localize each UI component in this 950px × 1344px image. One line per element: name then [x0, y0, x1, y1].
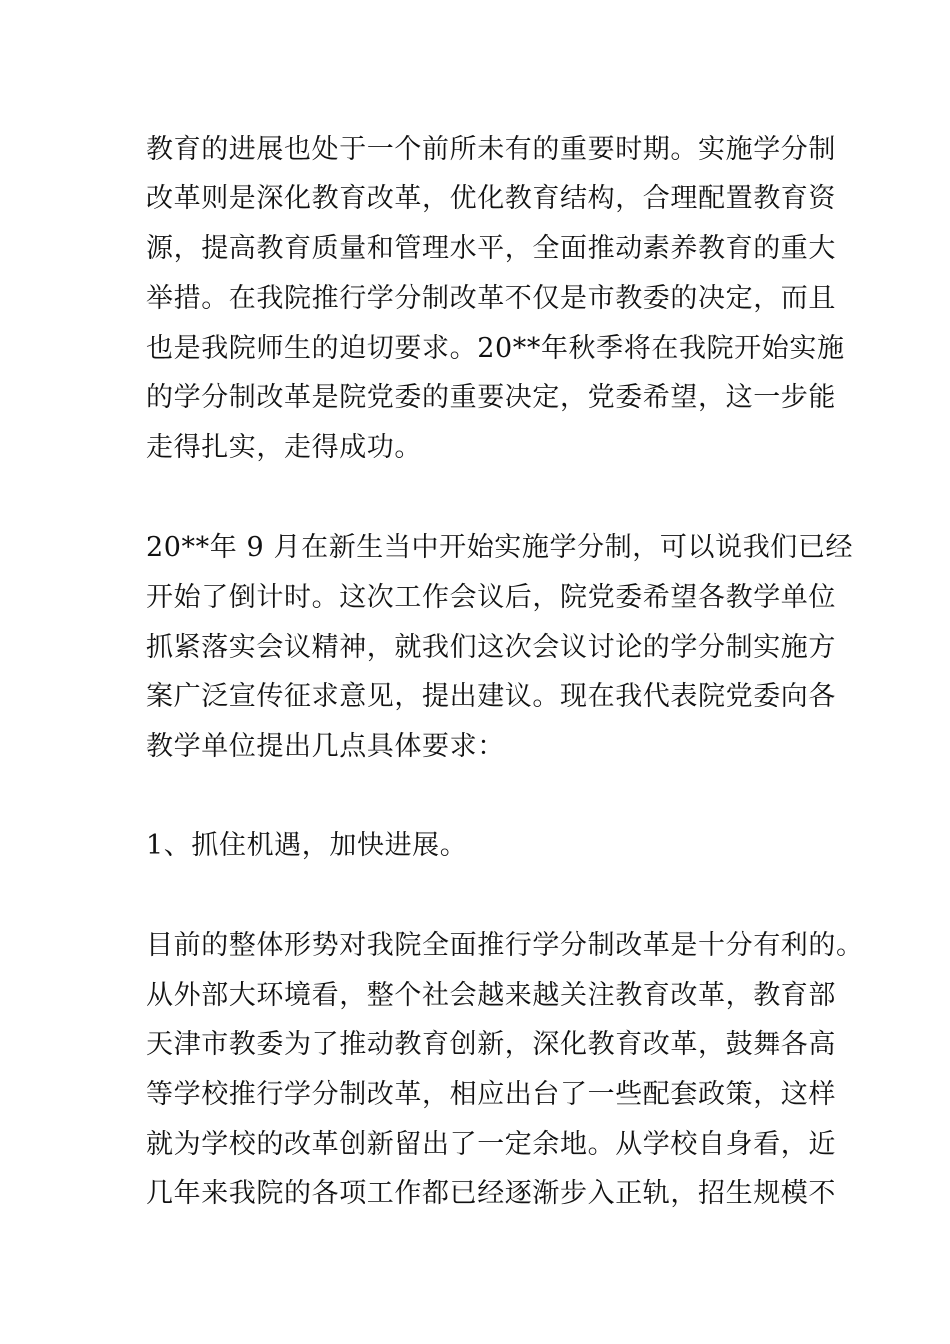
- paragraph-2-line-5: 教学单位提出几点具体要求：: [146, 731, 505, 762]
- paragraph-3-line-1: 1、抓住机遇，加快进展。: [146, 830, 468, 861]
- paragraph-4-line-2: 从外部大环境看，整个社会越来越关注教育改革，教育部: [146, 980, 836, 1011]
- paragraph-1-line-3: 源，提高教育质量和管理水平，全面推动素养教育的重大: [146, 233, 836, 264]
- paragraph-2-line-4: 案广泛宣传征求意见，提出建议。现在我代表院党委向各: [146, 681, 836, 712]
- paragraph-4-line-5: 就为学校的改革创新留出了一定余地。从学校自身看，近: [146, 1129, 836, 1160]
- paragraph-1-line-6: 的学分制改革是院党委的重要决定，党委希望，这一步能: [146, 382, 836, 413]
- paragraph-1-line-2: 改革则是深化教育改革，优化教育结构，合理配置教育资: [146, 183, 836, 214]
- paragraph-4-line-1: 目前的整体形势对我院全面推行学分制改革是十分有利的。: [146, 930, 864, 961]
- paragraph-4-line-4: 等学校推行学分制改革，相应出台了一些配套政策，这样: [146, 1079, 836, 1110]
- paragraph-1-line-1: 教育的进展也处于一个前所未有的重要时期。实施学分制: [146, 134, 836, 165]
- paragraph-4-line-6: 几年来我院的各项工作都已经逐渐步入正轨，招生规模不: [146, 1178, 836, 1209]
- paragraph-1-line-7: 走得扎实，走得成功。: [146, 432, 422, 463]
- paragraph-2-line-1: 20**年 9 月在新生当中开始实施学分制，可以说我们已经: [146, 532, 854, 563]
- paragraph-2-line-3: 抓紧落实会议精神，就我们这次会议讨论的学分制实施方: [146, 632, 836, 663]
- paragraph-2-line-2: 开始了倒计时。这次工作会议后，院党委希望各教学单位: [146, 582, 836, 613]
- paragraph-4-line-3: 天津市教委为了推动教育创新，深化教育改革，鼓舞各高: [146, 1029, 836, 1060]
- paragraph-1-line-4: 举措。在我院推行学分制改革不仅是市教委的决定，而且: [146, 283, 836, 314]
- paragraph-1-line-5: 也是我院师生的迫切要求。20**年秋季将在我院开始实施: [146, 333, 845, 364]
